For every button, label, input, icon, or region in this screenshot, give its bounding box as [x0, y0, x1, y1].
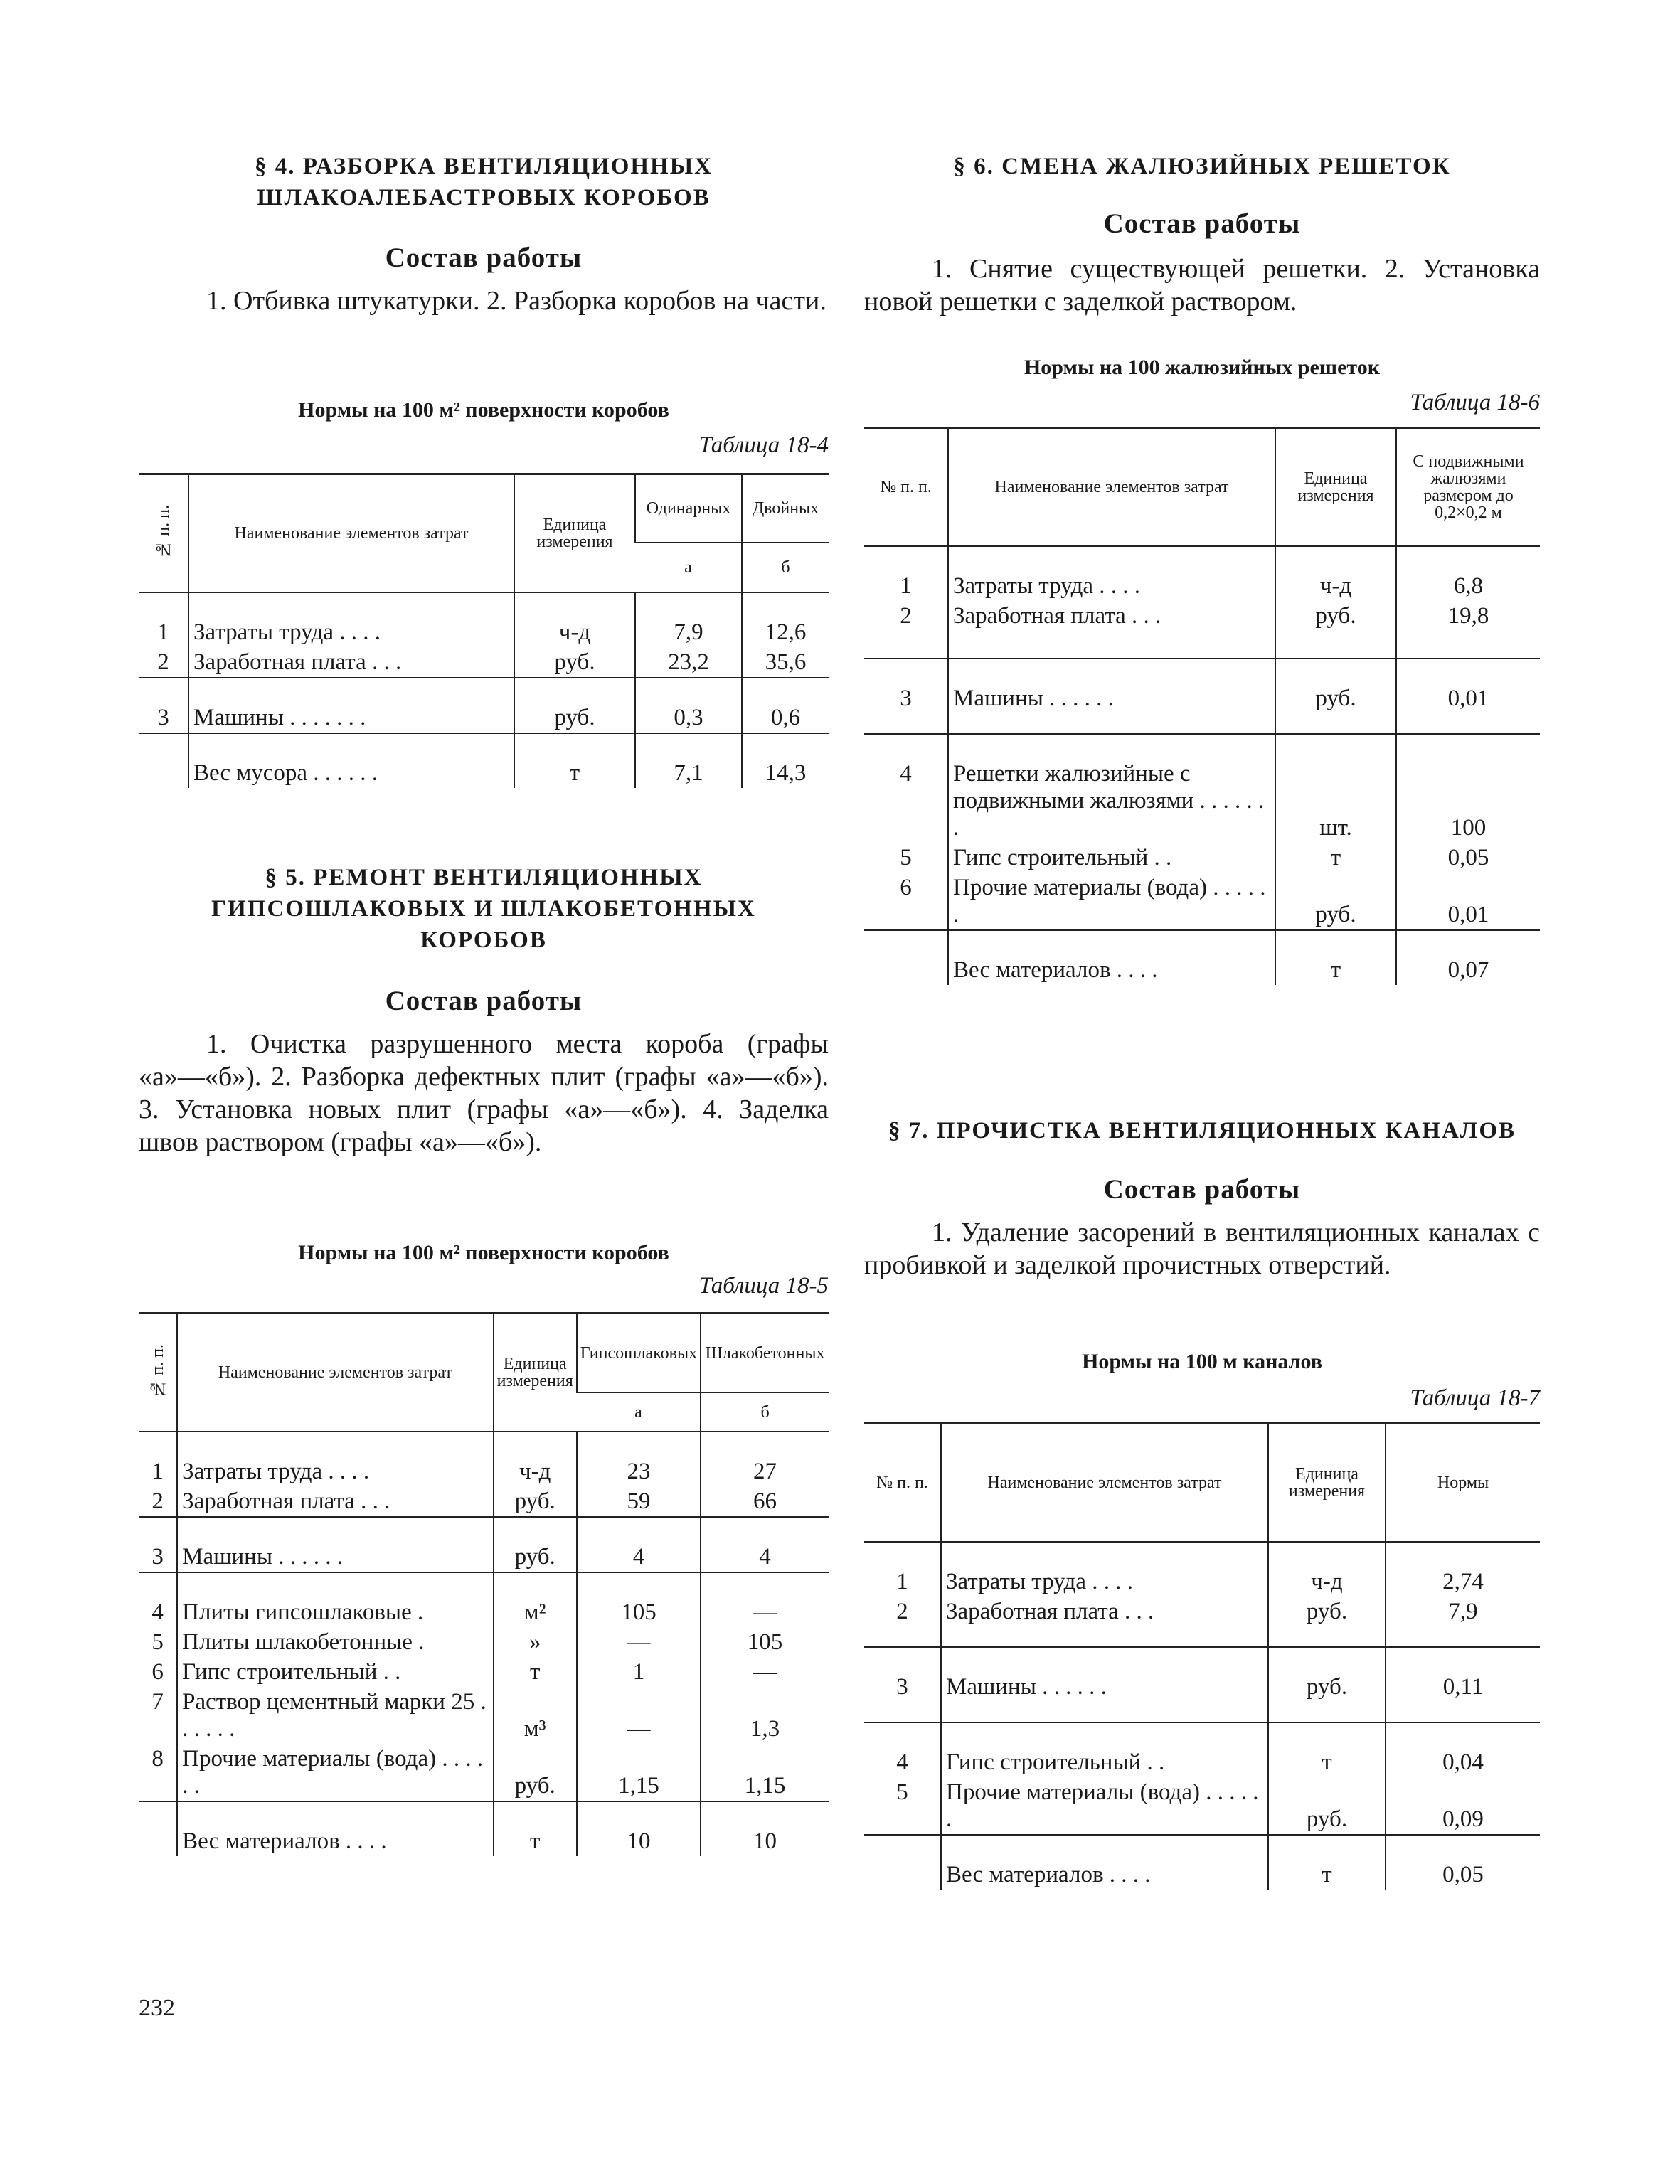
table-row: 3 Машины . . . . . . . руб. 0,3 0,6 [139, 703, 829, 733]
table-row: 3 Машины . . . . . . руб. 0,11 [864, 1672, 1540, 1722]
col-header-name: Наименование элементов затрат [188, 474, 514, 593]
col-header-norms: Нормы [1386, 1424, 1540, 1543]
col-header-num: № п. п. [139, 474, 188, 593]
col-header-a: а [577, 1392, 701, 1432]
col-header-b: б [701, 1392, 829, 1432]
table-row: Вес материалов . . . . т 0,05 [864, 1860, 1540, 1890]
section-4-title [139, 151, 829, 213]
table-row: 5 Прочие материалы (вода) . . . . . . руб. 0,09 [864, 1777, 1540, 1835]
table-18-6-caption: Нормы на 100 жалюзийных решеток [1024, 356, 1381, 379]
col-header-single: Одинарных [635, 474, 742, 543]
table-18-4-caption: Нормы на 100 м² поверхности коробов [298, 398, 669, 422]
section-5-work-title: Состав работы [385, 986, 583, 1016]
table-row: 5 Плиты шлакобетонные . » — 105 [139, 1627, 829, 1657]
table-row: 3 Машины . . . . . . руб. 0,01 [864, 683, 1540, 734]
col-header-unit: Единица измерения [514, 474, 635, 593]
table-row: Вес материалов . . . . т 0,07 [864, 955, 1540, 985]
table-row: 4 Плиты гипсошлаковые . м² 105 — [139, 1597, 829, 1627]
col-header-name: Наименование элементов затрат [177, 1314, 493, 1432]
section-7-work-title: Состав работы [1103, 1174, 1301, 1205]
section-4-title-line-1: § 4. РАЗБОРКА ВЕНТИЛЯЦИОННЫХ [255, 154, 713, 179]
col-header-unit: Единица измерения [494, 1314, 577, 1432]
col-header-unit: Единица измерения [1275, 428, 1396, 547]
section-4-work-text: 1. Отбивка штукатурки. 2. Разборка коробов на части. [206, 286, 826, 316]
col-header-b: б [742, 543, 829, 592]
table-row: 4 Решетки жалюзийные с подвижными жалюзями . . . . . . . шт. 100 [864, 759, 1540, 843]
section-6-work-text: 1. Снятие существующей решетки. 2. Установка новой решетки с заделкой раствором. [864, 254, 1540, 316]
table-row: 1 Затраты труда . . . . ч-д 7,9 12,6 [139, 617, 829, 647]
col-header-num: № п. п. [139, 1314, 177, 1432]
table-row: Вес материалов . . . . т 10 10 [139, 1826, 829, 1856]
section-7-title: § 7. ПРОЧИСТКА ВЕНТИЛЯЦИОННЫХ КАНАЛОВ [888, 1118, 1516, 1144]
table-18-5-caption: Нормы на 100 м² поверхности коробов [298, 1241, 669, 1264]
table-row: 2 Заработная плата . . . руб. 19,8 [864, 601, 1540, 659]
table-18-6-number: Таблица 18-6 [1410, 390, 1540, 415]
section-6-work-title: Состав работы [1103, 208, 1301, 239]
table-row: Вес мусора . . . . . . т 7,1 14,3 [139, 758, 829, 788]
col-header-gypsum-slag: Гипсошлаковых [577, 1314, 701, 1393]
table-18-7-caption: Нормы на 100 м каналов [1082, 1350, 1322, 1373]
table-18-7-number: Таблица 18-7 [1410, 1385, 1540, 1411]
section-5-title [139, 862, 829, 956]
section-5-title-line-2: ГИПСОШЛАКОВЫХ И ШЛАКОБЕТОННЫХ [211, 896, 756, 922]
table-row: 2 Заработная плата . . . руб. 7,9 [864, 1597, 1540, 1647]
table-18-5 [139, 1312, 829, 1856]
col-header-name: Наименование элементов затрат [941, 1424, 1268, 1543]
table-18-4 [139, 473, 829, 788]
page-number: 232 [139, 1995, 175, 2021]
table-row: 7 Раствор цементный марки 25 . . . . . . м³ — 1,3 [139, 1687, 829, 1744]
col-header-slag-concrete: Шлакобетонных [701, 1314, 829, 1393]
table-row: 1 Затраты труда . . . . ч-д 6,8 [864, 571, 1540, 601]
col-header-num: № п. п. [864, 428, 948, 547]
table-row: 2 Заработная плата . . . руб. 59 66 [139, 1486, 829, 1517]
table-row: 3 Машины . . . . . . руб. 4 4 [139, 1542, 829, 1572]
table-18-5-number: Таблица 18-5 [698, 1273, 829, 1299]
table-18-6 [864, 427, 1540, 985]
col-header-num: № п. п. [864, 1424, 941, 1543]
section-5-title-line-3: КОРОБОВ [420, 927, 547, 953]
section-6-title: § 6. СМЕНА ЖАЛЮЗИЙНЫХ РЕШЕТОК [953, 154, 1451, 179]
section-7-work-text: 1. Удаление засорений в вентиляционных каналах с пробивкой и заделкой прочистных отверстий. [864, 1218, 1540, 1280]
table-row: 1 Затраты труда . . . . ч-д 23 27 [139, 1456, 829, 1486]
col-header-double: Двойных [742, 474, 829, 543]
table-row: 5 Гипс строительный . . т 0,05 [864, 843, 1540, 873]
table-row: 1 Затраты труда . . . . ч-д 2,74 [864, 1567, 1540, 1597]
col-header-name: Наименование элементов затрат [948, 428, 1275, 547]
table-18-4-number: Таблица 18-4 [698, 432, 829, 458]
table-row: 6 Гипс строительный . . т 1 — [139, 1657, 829, 1687]
col-header-a: а [635, 543, 742, 592]
table-row: 8 Прочие материалы (вода) . . . . . . руб. 1,15 1,15 [139, 1744, 829, 1801]
table-18-7 [864, 1422, 1540, 1890]
col-header-unit: Единица измерения [1268, 1424, 1386, 1543]
table-row: 6 Прочие материалы (вода) . . . . . . руб. 0,01 [864, 873, 1540, 930]
section-4-work-title: Состав работы [385, 243, 583, 273]
col-header-movable-blinds: С подвижными жалюзями размером до 0,2×0,2 м [1396, 428, 1540, 547]
section-4-title-line-2: ШЛАКОАЛЕБАСТРОВЫХ КОРОБОВ [257, 185, 711, 211]
table-row: 4 Гипс строительный . . т 0,04 [864, 1747, 1540, 1777]
table-row: 2 Заработная плата . . . руб. 23,2 35,6 [139, 647, 829, 678]
section-5-work-text: 1. Очистка разрушенного места короба (графы «а»—«б»). 2. Разборка дефектных плит (графы «а»—«б»). 3. Установка новых плит (графы «а»—«б»). 4. Заделка швов раствором (графы «а»—«б»). [139, 1029, 829, 1157]
section-5-title-line-1: § 5. РЕМОНТ ВЕНТИЛЯЦИОННЫХ [265, 865, 703, 890]
